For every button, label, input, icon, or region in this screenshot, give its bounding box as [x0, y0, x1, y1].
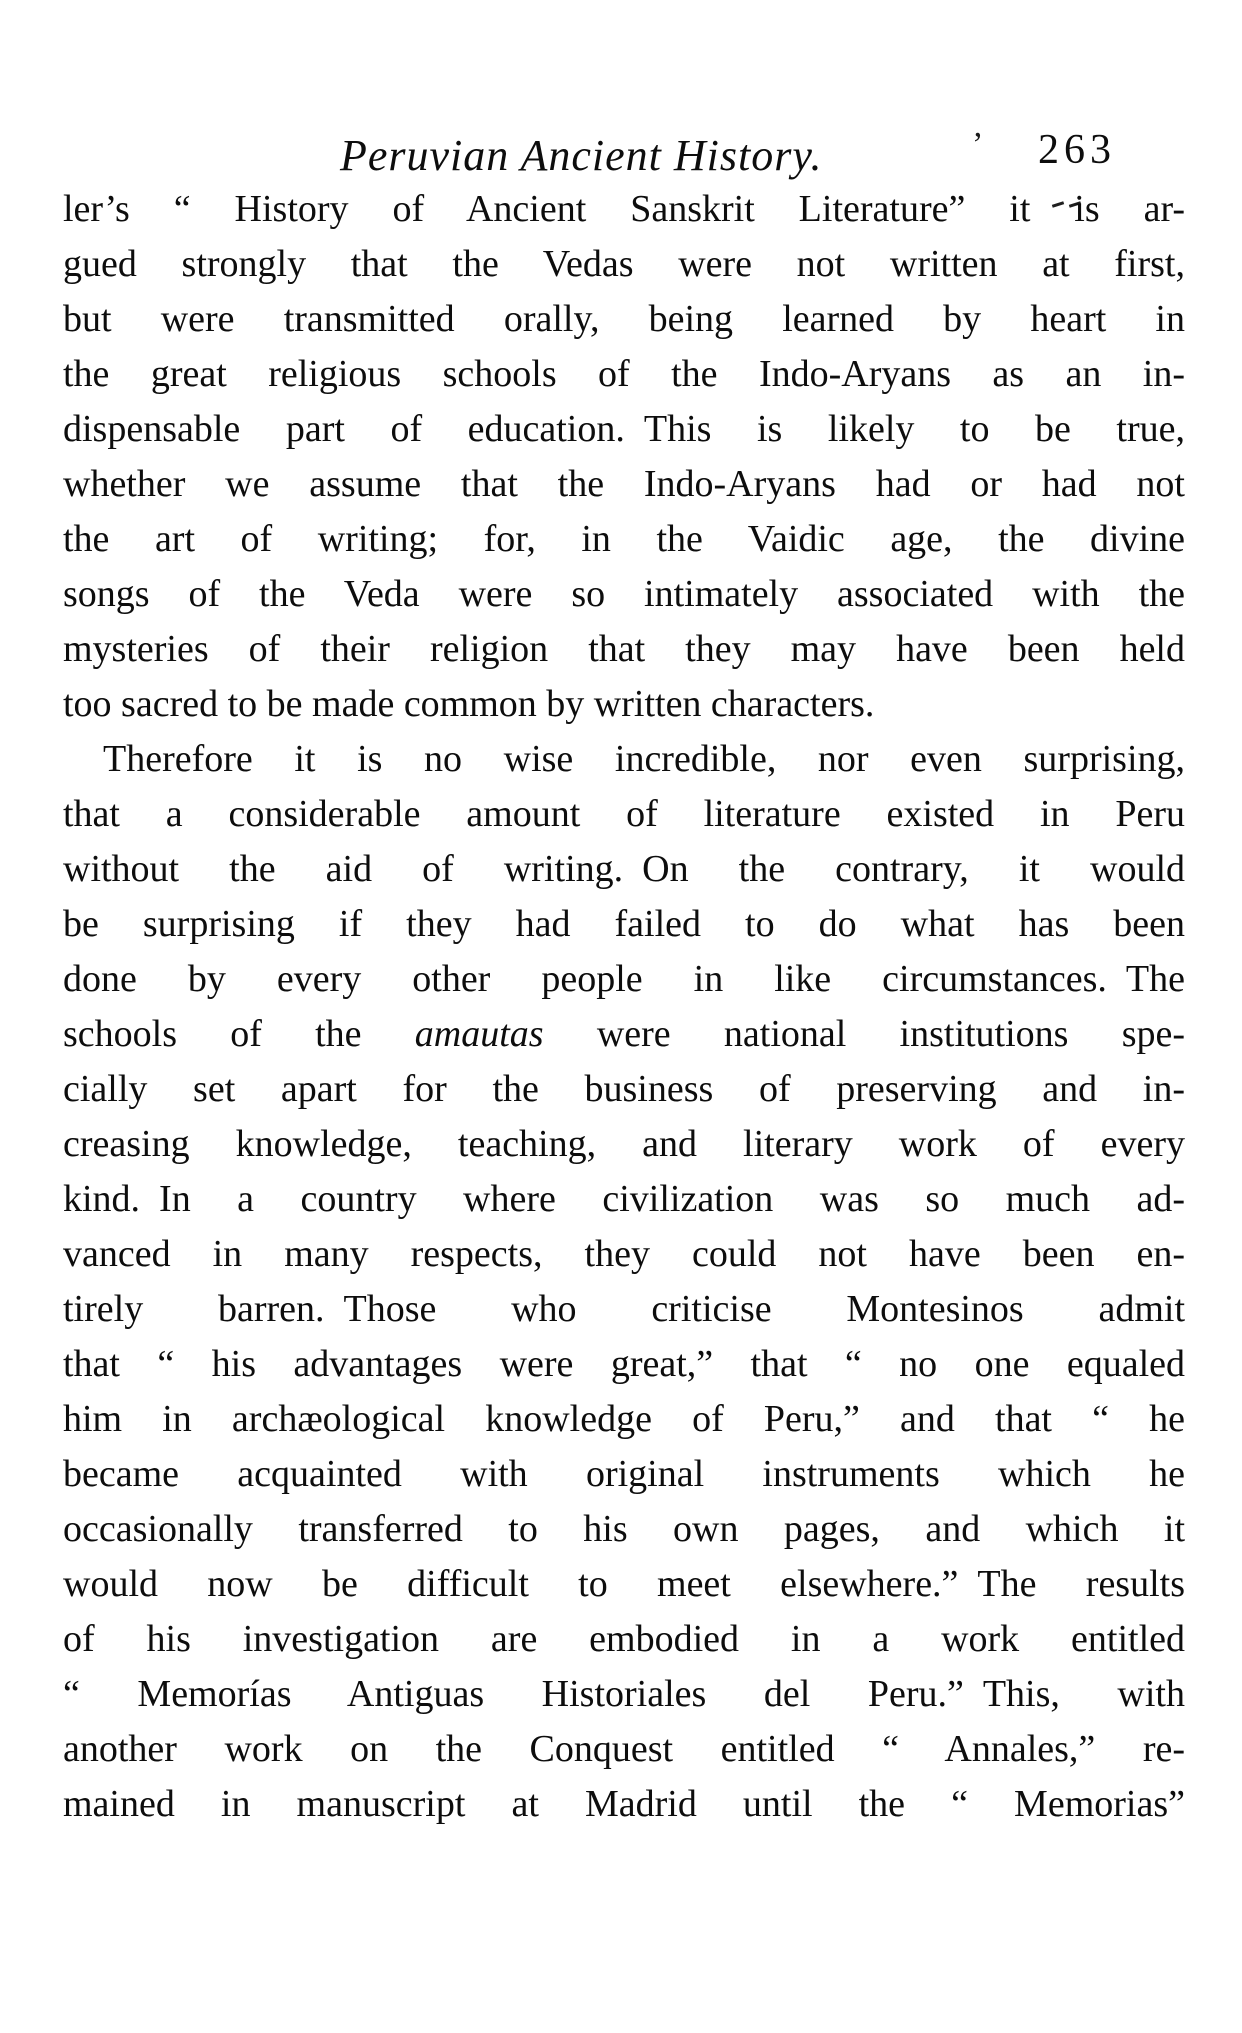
text-line: occasionally transferred to his own pages, and which it — [63, 1508, 1185, 1550]
text-block — [63, 182, 1185, 1832]
text-line: ler’s “ History of Ancient Sanskrit Literature” it is ar- — [63, 188, 1185, 230]
text-line: became acquainted with original instruments which he — [63, 1453, 1185, 1495]
text-line-with-italic — [63, 1007, 1185, 1062]
text-line-paragraph-start: Therefore it is no wise incredible, nor even surprising, — [103, 738, 1185, 780]
page-title: Peruvian Ancient History. — [340, 131, 823, 180]
text-line: songs of the Veda were so intimately associated with the — [63, 573, 1185, 615]
text-line: tirely barren. Those who criticise Montesinos admit — [63, 1288, 1185, 1330]
stray-ink-mark: ’ — [972, 126, 984, 163]
text-line: “ Memorías Antiguas Historiales del Peru.” This, with — [63, 1673, 1185, 1715]
text-line: whether we assume that the Indo-Aryans had or had not — [63, 463, 1185, 505]
page-number: 263 — [1038, 127, 1116, 173]
text-segment: schools of the — [63, 1013, 415, 1055]
text-line: mained in manuscript at Madrid until the “ Memorias” — [63, 1783, 1185, 1825]
text-line: done by every other people in like circumstances. The — [63, 958, 1185, 1000]
text-line: him in archæological knowledge of Peru,” and that “ he — [63, 1398, 1185, 1440]
text-line: creasing knowledge, teaching, and literary work of every — [63, 1123, 1185, 1165]
text-line: dispensable part of education. This is likely to be true, — [63, 408, 1185, 450]
text-line: be surprising if they had failed to do what has been — [63, 903, 1185, 945]
text-line: another work on the Conquest entitled “ Annales,” re- — [63, 1728, 1185, 1770]
text-line: would now be difficult to meet elsewhere.” The results — [63, 1563, 1185, 1605]
text-line: kind. In a country where civilization was so much ad- — [63, 1178, 1185, 1220]
text-line: vanced in many respects, they could not have been en- — [63, 1233, 1185, 1275]
text-line: the art of writing; for, in the Vaidic age, the divine — [63, 518, 1185, 560]
text-line: that a considerable amount of literature existed in Peru — [63, 793, 1185, 835]
text-line: that “ his advantages were great,” that “ no one equaled — [63, 1343, 1185, 1385]
text-line: of his investigation are embodied in a work entitled — [63, 1618, 1185, 1660]
text-line: without the aid of writing. On the contrary, it would — [63, 848, 1185, 890]
italic-term: amautas — [414, 1013, 544, 1055]
text-line-paragraph-end: too sacred to be made common by written characters. — [63, 683, 875, 725]
text-line: gued strongly that the Vedas were not written at first, — [63, 243, 1185, 285]
text-line: the great religious schools of the Indo-Aryans as an in- — [63, 353, 1185, 395]
text-line: cially set apart for the business of preserving and in- — [63, 1068, 1185, 1110]
text-line: mysteries of their religion that they may have been held — [63, 628, 1185, 670]
text-segment: were national institutions spe- — [543, 1013, 1186, 1055]
text-line: but were transmitted orally, being learned by heart in — [63, 298, 1185, 340]
